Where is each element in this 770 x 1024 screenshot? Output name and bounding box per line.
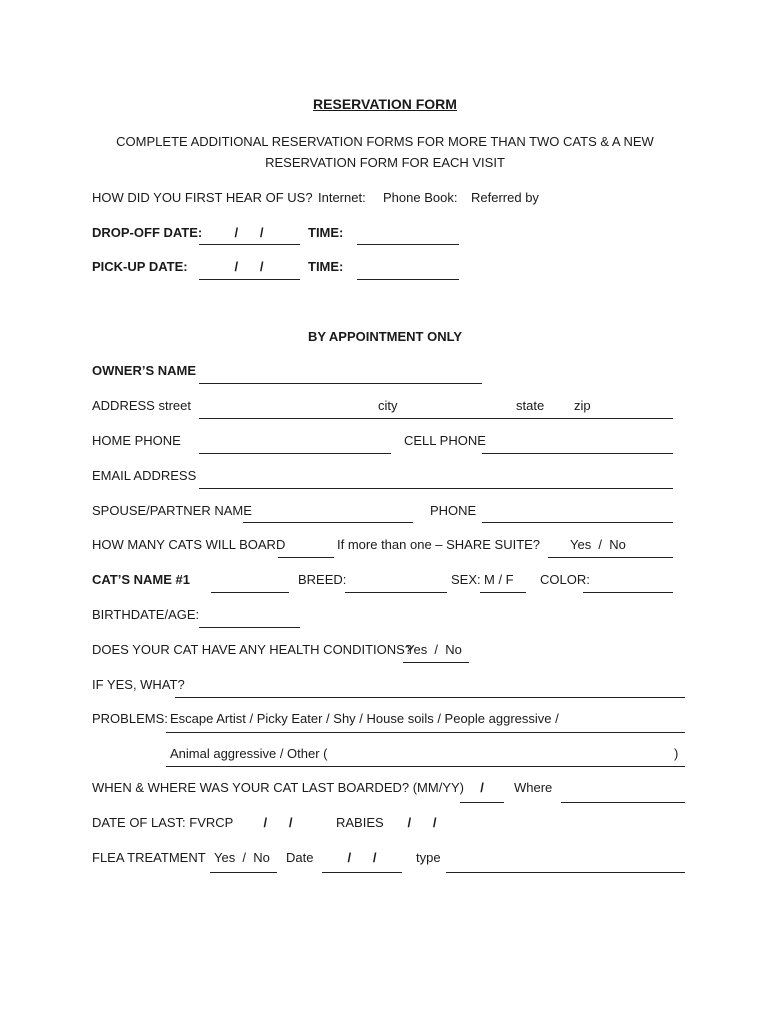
flea-date-separators: / / bbox=[347, 850, 377, 865]
sex-label: SEX: bbox=[451, 572, 481, 587]
color-label: COLOR: bbox=[540, 572, 590, 587]
breed-label: BREED: bbox=[298, 572, 347, 587]
address-state-label: state bbox=[516, 398, 545, 413]
hear-about-label: HOW DID YOU FIRST HEAR OF US? bbox=[92, 190, 313, 205]
email-label: EMAIL ADDRESS bbox=[92, 468, 197, 483]
breed-field[interactable] bbox=[345, 592, 447, 593]
birthdate-label: BIRTHDATE/AGE: bbox=[92, 607, 200, 622]
problems-options-line-1[interactable]: Escape Artist / Picky Eater / Shy / House soils / People aggressive / bbox=[170, 711, 559, 726]
last-boarded-date-field[interactable] bbox=[460, 802, 504, 803]
address-street-label: ADDRESS street bbox=[92, 398, 191, 413]
cell-phone-label: CELL PHONE bbox=[404, 433, 486, 448]
home-phone-label: HOME PHONE bbox=[92, 433, 181, 448]
fvrcp-date-separators[interactable]: / / bbox=[263, 815, 293, 830]
color-field[interactable] bbox=[583, 592, 673, 593]
flea-type-field[interactable] bbox=[446, 872, 685, 873]
home-phone-field[interactable] bbox=[199, 453, 391, 454]
dropoff-date-label: DROP-OFF DATE: bbox=[92, 225, 203, 240]
problems-other-field[interactable] bbox=[166, 766, 685, 767]
where-label: Where bbox=[514, 780, 553, 795]
email-field[interactable] bbox=[199, 488, 673, 489]
spouse-phone-field[interactable] bbox=[482, 522, 673, 523]
share-suite-label: If more than one – SHARE SUITE? bbox=[337, 537, 541, 552]
problems-label: PROBLEMS: bbox=[92, 711, 168, 726]
sex-field[interactable] bbox=[480, 592, 526, 593]
share-suite-options[interactable]: Yes / No bbox=[570, 537, 626, 552]
birthdate-field[interactable] bbox=[199, 627, 300, 628]
last-boarded-question: WHEN & WHERE WAS YOUR CAT LAST BOARDED? (MM/YY) bbox=[92, 780, 464, 795]
where-field[interactable] bbox=[561, 802, 685, 803]
pickup-date-separators: / / bbox=[234, 259, 264, 274]
cat-name-label: CAT’S NAME #1 bbox=[92, 572, 190, 587]
sex-options[interactable]: M / F bbox=[484, 572, 514, 587]
option-referred-by[interactable]: Referred by bbox=[471, 190, 539, 205]
cell-phone-field[interactable] bbox=[482, 453, 673, 454]
last-boarded-date-separator: / bbox=[480, 780, 484, 795]
flea-options-field[interactable] bbox=[210, 872, 277, 873]
flea-type-label: type bbox=[416, 850, 441, 865]
problems-line-1-field[interactable] bbox=[166, 732, 685, 733]
dropoff-date-separators: / / bbox=[234, 225, 264, 240]
option-internet[interactable]: Internet: bbox=[318, 190, 366, 205]
flea-options[interactable]: Yes / No bbox=[214, 850, 270, 865]
dropoff-date-field[interactable] bbox=[199, 244, 300, 245]
health-field[interactable] bbox=[403, 662, 469, 663]
rabies-label: RABIES bbox=[336, 815, 384, 830]
page-title: RESERVATION FORM bbox=[313, 96, 457, 112]
pickup-date-field[interactable] bbox=[199, 279, 300, 280]
pickup-date-label: PICK-UP DATE: bbox=[92, 259, 188, 274]
owner-name-label: OWNER’S NAME bbox=[92, 363, 196, 378]
how-many-cats-field[interactable] bbox=[278, 557, 334, 558]
flea-date-label: Date bbox=[286, 850, 314, 865]
instructions-line-2: RESERVATION FORM FOR EACH VISIT bbox=[265, 155, 505, 170]
dropoff-time-label: TIME: bbox=[308, 225, 344, 240]
pickup-time-field[interactable] bbox=[357, 279, 459, 280]
flea-date-field[interactable] bbox=[322, 872, 402, 873]
how-many-cats-label: HOW MANY CATS WILL BOARD bbox=[92, 537, 286, 552]
spouse-name-field[interactable] bbox=[243, 522, 413, 523]
spouse-name-label: SPOUSE/PARTNER NAME bbox=[92, 503, 252, 518]
flea-treatment-label: FLEA TREATMENT bbox=[92, 850, 206, 865]
problems-close-paren: ) bbox=[674, 746, 679, 761]
fvrcp-label: DATE OF LAST: FVRCP bbox=[92, 815, 234, 830]
spouse-phone-label: PHONE bbox=[430, 503, 477, 518]
appointment-note: BY APPOINTMENT ONLY bbox=[307, 329, 463, 344]
address-zip-label: zip bbox=[574, 398, 591, 413]
if-yes-label: IF YES, WHAT? bbox=[92, 677, 185, 692]
problems-options-line-2[interactable]: Animal aggressive / Other ( bbox=[170, 746, 328, 761]
rabies-date-separators[interactable]: / / bbox=[407, 815, 437, 830]
address-city-label: city bbox=[378, 398, 398, 413]
address-field[interactable] bbox=[199, 418, 673, 419]
dropoff-time-field[interactable] bbox=[357, 244, 459, 245]
health-question: DOES YOUR CAT HAVE ANY HEALTH CONDITIONS? bbox=[92, 642, 413, 657]
option-phone-book[interactable]: Phone Book: bbox=[383, 190, 458, 205]
if-yes-field[interactable] bbox=[175, 697, 685, 698]
instructions-line-1: COMPLETE ADDITIONAL RESERVATION FORMS FOR MORE THAN TWO CATS & A NEW bbox=[116, 134, 654, 149]
share-suite-field[interactable] bbox=[548, 557, 673, 558]
pickup-time-label: TIME: bbox=[308, 259, 344, 274]
cat-name-field[interactable] bbox=[211, 592, 289, 593]
health-options[interactable]: Yes / No bbox=[406, 642, 462, 657]
owner-name-field[interactable] bbox=[199, 383, 482, 384]
